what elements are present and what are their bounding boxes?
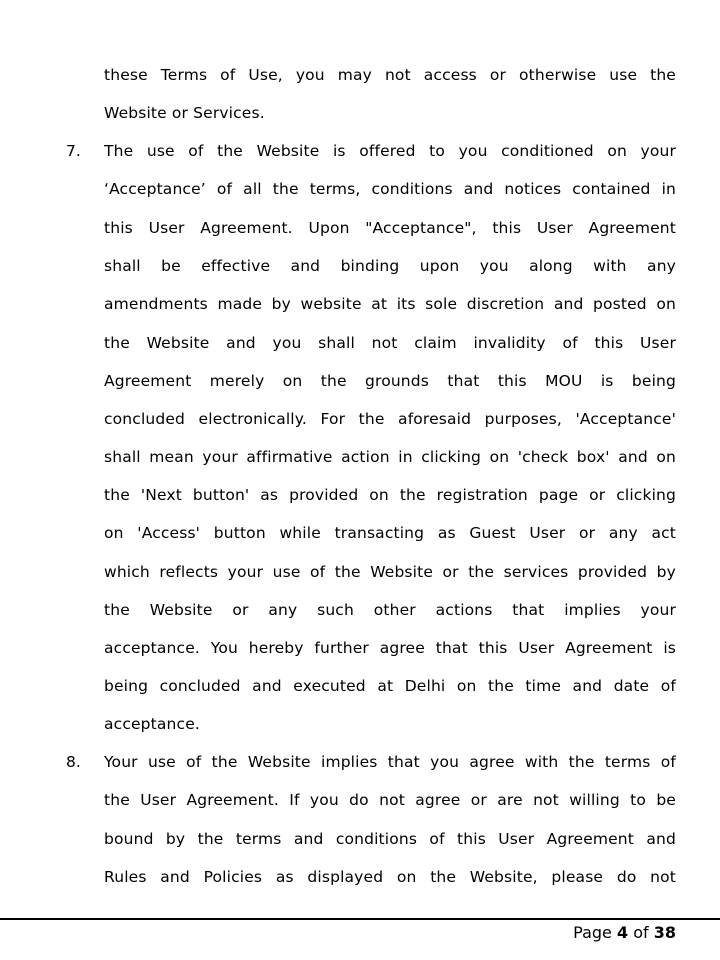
body-text-line: amendments made by website at its sole discretion and posted on (104, 295, 676, 313)
body-text-line: Agreement merely on the grounds that this MOU is being (104, 372, 676, 390)
page-number-footer (573, 922, 676, 944)
body-text-line: Website or Services. (104, 104, 265, 122)
body-text-line: acceptance. (104, 715, 200, 733)
footer-divider (0, 918, 720, 920)
total-pages-number: 38 (653, 923, 676, 942)
body-text-line: the 'Next button' as provided on the registration page or clicking (104, 486, 676, 504)
body-text-line: this User Agreement. Upon "Acceptance", this User Agreement (104, 219, 676, 237)
body-text-line: shall mean your affirmative action in clicking on 'check box' and on (104, 448, 676, 466)
body-text-line: shall be effective and binding upon you along with any (104, 257, 676, 275)
body-text-line: Your use of the Website implies that you agree with the terms of (104, 753, 676, 771)
body-text-line: the Website and you shall not claim invalidity of this User (104, 334, 676, 352)
body-text-line: Rules and Policies as displayed on the Website, please do not (104, 868, 676, 886)
body-text-line: which reflects your use of the Website or the services provided by (104, 563, 676, 581)
current-page-number: 4 (616, 923, 629, 942)
of-word: of (633, 923, 649, 942)
body-text-line: being concluded and executed at Delhi on the time and date of (104, 677, 676, 695)
page-word: Page (573, 923, 612, 942)
body-text-line: bound by the terms and conditions of this User Agreement and (104, 830, 676, 848)
list-item-number: 8. (66, 753, 81, 771)
body-text-line: acceptance. You hereby further agree that this User Agreement is (104, 639, 676, 657)
body-text-line: on 'Access' button while transacting as Guest User or any act (104, 524, 676, 542)
body-text-line: the Website or any such other actions that implies your (104, 601, 676, 619)
body-text-line: the User Agreement. If you do not agree or are not willing to be (104, 791, 676, 809)
body-text-line: The use of the Website is offered to you conditioned on your (104, 142, 676, 160)
list-item-number: 7. (66, 142, 81, 160)
body-text-line: these Terms of Use, you may not access or otherwise use the (104, 66, 676, 84)
body-text-line: concluded electronically. For the aforesaid purposes, 'Acceptance' (104, 410, 676, 428)
body-text-line: ‘Acceptance’ of all the terms, conditions and notices contained in (104, 180, 676, 198)
